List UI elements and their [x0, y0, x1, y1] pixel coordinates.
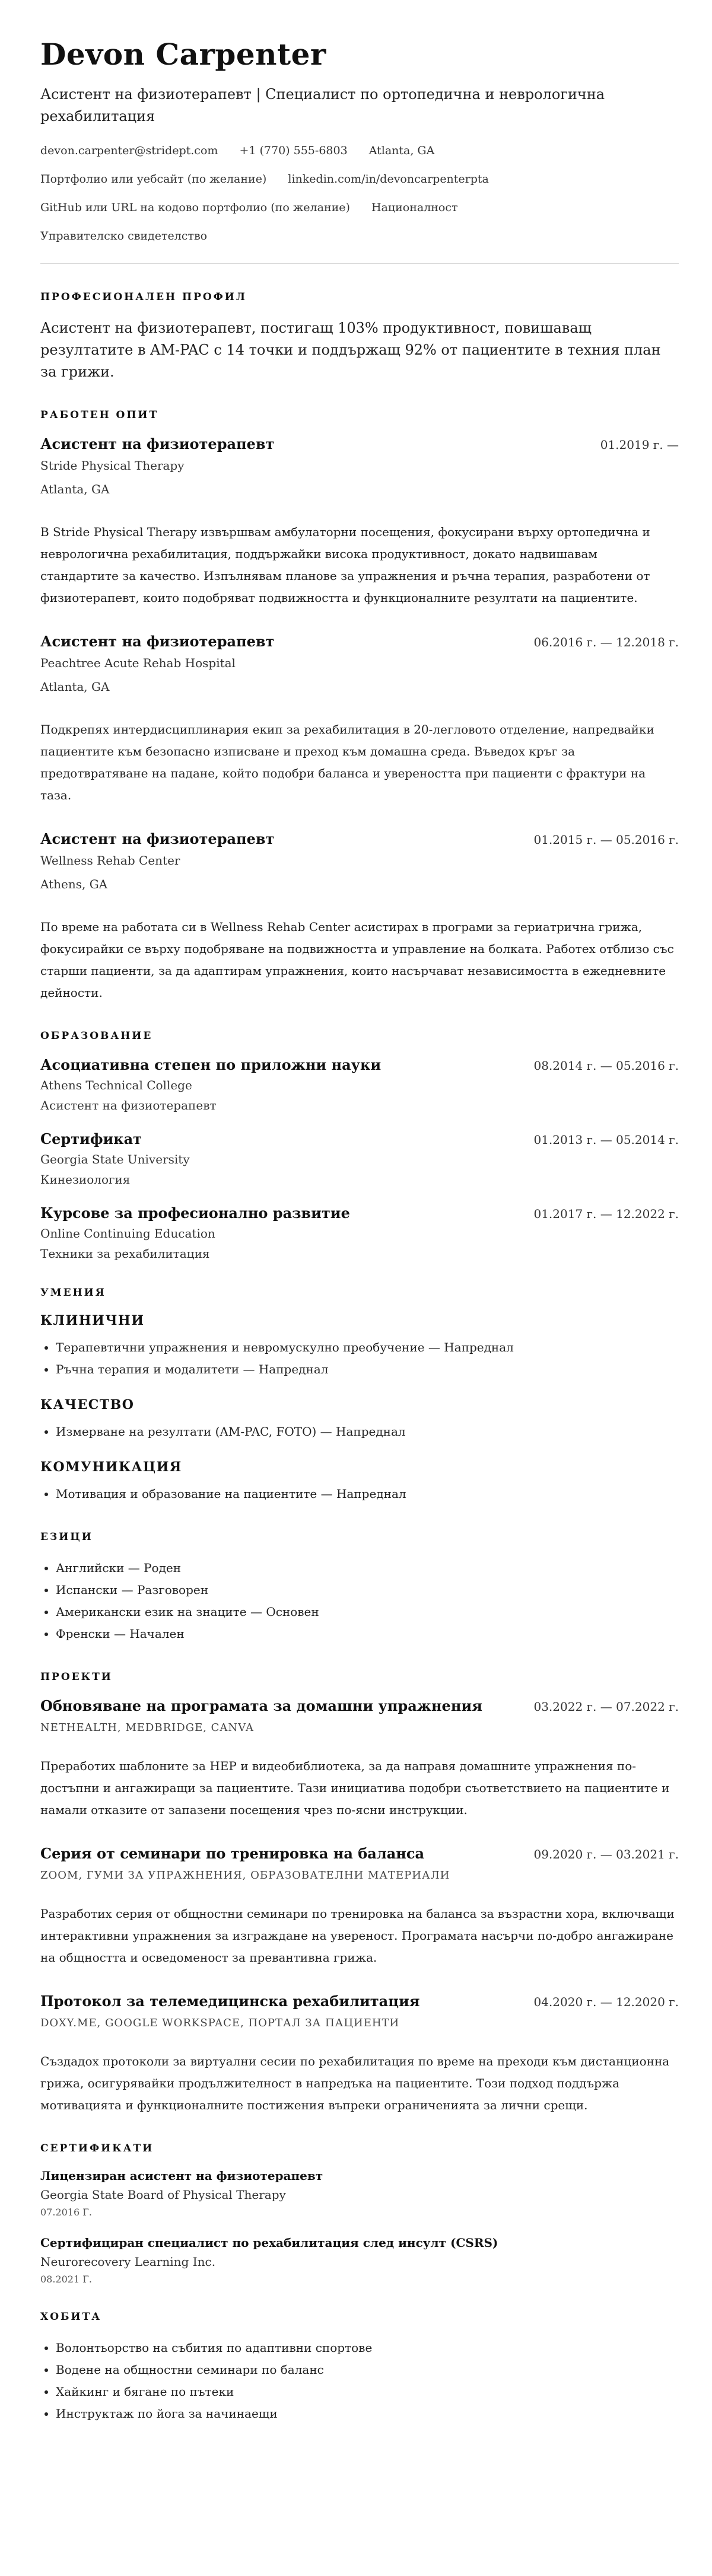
certificate-issuer: Neurorecovery Learning Inc. [40, 2255, 216, 2269]
certificate-entry [40, 2236, 679, 2285]
job-dates: 06.2016 г. — 12.2018 г. [533, 635, 679, 650]
school-name: Online Continuing Education [40, 1226, 215, 1241]
skills-section [40, 1287, 679, 1505]
project-entry [40, 1992, 679, 2116]
linkedin-link[interactable]: linkedin.com/in/devoncarpenterpta [288, 173, 489, 186]
section-title: СЕРТИФИКАТИ [40, 2143, 154, 2155]
education-dates: 01.2017 г. — 12.2022 г. [533, 1207, 679, 1222]
skill-list [40, 1337, 679, 1381]
header-divider [40, 263, 679, 264]
job-title: Асистент на физиотерапевт [40, 633, 275, 651]
skill-item: • Ръчна терапия и модалитети — Напреднал [56, 1359, 679, 1381]
job-location: Atlanta, GA [40, 482, 110, 497]
experience-section [40, 409, 679, 1004]
section-title: РАБОТЕН ОПИТ [40, 409, 159, 422]
candidate-name: Devon Carpenter [40, 37, 326, 72]
certificate-entry [40, 2169, 679, 2218]
github-link[interactable]: GitHub или URL на кодово портфолио (по желание) [40, 200, 350, 214]
contact-row-2 [40, 173, 679, 186]
resume-header [40, 38, 679, 243]
section-title: ЕЗИЦИ [40, 1531, 93, 1544]
languages-section [40, 1531, 679, 1645]
skill-group-title: КОМУНИКАЦИЯ [40, 1459, 182, 1475]
education-entry [40, 1130, 679, 1187]
skill-item: • Измерване на резултати (AM-PAC, FOTO) — Напреднал [56, 1421, 679, 1443]
job-title: Асистент на физиотерапевт [40, 830, 275, 848]
degree-title: Курсове за професионално развитие [40, 1204, 350, 1222]
profile-summary: Асистент на физиотерапевт, постигащ 103% продуктивност, повишаващ резултатите в AM-PAC с 14 точки и поддържащ 92% от пациентите в техния план за грижи. [40, 319, 661, 380]
field-of-study: Техники за рехабилитация [40, 1246, 210, 1261]
skill-group-title: КЛИНИЧНИ [40, 1313, 145, 1329]
candidate-headline: Асистент на физиотерапевт | Специалист по ортопедична и неврологична рехабилитация [40, 86, 605, 125]
project-description: Създадох протоколи за виртуални сесии по рехабилитация по време на преходи към дистанционна грижа, осигурявайки продължителност в напредъка на пациентите. Този подход поддържа мотивацията и функционалните постижения въпреки ограниченията за лични срещи. [40, 2054, 670, 2113]
degree-title: Сертификат [40, 1130, 142, 1148]
certificate-issuer: Georgia State Board of Physical Therapy [40, 2188, 286, 2202]
section-title: ПРОФЕСИОНАЛЕН ПРОФИЛ [40, 291, 247, 303]
section-title: УМЕНИЯ [40, 1287, 106, 1299]
skill-item: • Терапевтични упражнения и невромускулно преобучение — Напреднал [56, 1337, 679, 1359]
project-description: Разработих серия от общностни семинари по тренировка на баланса за възрастни хора, включващи интерактивни упражнения за изграждане на увереност. Програмата насърчи по-добро ангажиране на общността и осведоменост за превантивна грижа. [40, 1907, 675, 1965]
education-entry [40, 1204, 679, 1261]
skill-group-clinical [40, 1313, 679, 1381]
portfolio-link[interactable]: Портфолио или уебсайт (по желание) [40, 173, 267, 186]
project-tools: ZOOM, ГУМИ ЗА УПРАЖНЕНИЯ, ОБРАЗОВАТЕЛНИ МАТЕРИАЛИ [40, 1869, 450, 1882]
project-dates: 09.2020 г. — 03.2021 г. [533, 1847, 679, 1862]
projects-section [40, 1671, 679, 2116]
education-section [40, 1030, 679, 1261]
project-title: Серия от семинари по тренировка на баланса [40, 1845, 425, 1863]
degree-title: Асоциативна степен по приложни науки [40, 1056, 382, 1074]
certificate-date: 08.2021 Г. [40, 2274, 92, 2285]
section-title: ПРОЕКТИ [40, 1671, 113, 1684]
job-location: Atlanta, GA [40, 680, 110, 694]
skill-group-communication [40, 1459, 679, 1505]
education-dates: 08.2014 г. — 05.2016 г. [533, 1059, 679, 1073]
skill-list [40, 1421, 679, 1443]
job-description: Подкрепях интердисциплинария екип за рехабилитация в 20-легловото отделение, напредвайки пациентите към безопасно изписване и преход към домашна среда. Въведох кръг за предотвратяване на падане, който подобри баланса и увереността при пациенти с фрактури на таза. [40, 722, 654, 803]
company-name: Stride Physical Therapy [40, 458, 185, 473]
project-entry [40, 1845, 679, 1969]
hobby-item: • Волонтьорство на събития по адаптивни спортове [56, 2337, 679, 2359]
project-tools: NETHEALTH, MEDBRIDGE, CANVA [40, 1721, 254, 1735]
skill-item: • Мотивация и образование на пациентите — Напреднал [56, 1483, 679, 1505]
experience-entry [40, 435, 679, 609]
project-description: Преработих шаблоните за HEP и видеобиблиотека, за да направя домашните упражнения по-достъпни и ангажиращи за пациентите. Тази инициатива подобри съответствието на пациентите и намали отказите от запазени посещения чрез по-ясни инструкции. [40, 1759, 670, 1818]
certificate-name: Сертифициран специалист по рехабилитация след инсулт (CSRS) [40, 2236, 498, 2250]
hobby-list [40, 2337, 679, 2425]
nationality: Националност [371, 200, 458, 214]
job-dates: 01.2019 г. — [600, 438, 679, 452]
contact-row-4 [40, 229, 679, 243]
company-name: Peachtree Acute Rehab Hospital [40, 656, 236, 671]
skill-group-quality [40, 1397, 679, 1443]
language-item: • Испански — Разговорен [56, 1579, 679, 1601]
field-of-study: Асистент на физиотерапевт [40, 1098, 217, 1113]
experience-entry [40, 830, 679, 1004]
driving-license: Управителско свидетелство [40, 229, 208, 243]
project-title: Протокол за телемедицинска рехабилитация [40, 1992, 420, 2010]
certificate-date: 07.2016 Г. [40, 2207, 92, 2218]
field-of-study: Кинезиология [40, 1172, 131, 1187]
job-dates: 01.2015 г. — 05.2016 г. [533, 833, 679, 847]
certificates-section [40, 2143, 679, 2285]
school-name: Georgia State University [40, 1152, 190, 1167]
hobby-item: • Водене на общностни семинари по баланс [56, 2359, 679, 2381]
email-link[interactable]: devon.carpenter@stridept.com [40, 144, 218, 158]
location: Atlanta, GA [368, 144, 435, 158]
certificate-name: Лицензиран асистент на физиотерапевт [40, 2169, 323, 2183]
project-title: Обновяване на програмата за домашни упражнения [40, 1697, 482, 1715]
project-dates: 04.2020 г. — 12.2020 г. [533, 1995, 679, 2010]
skill-group-title: КАЧЕСТВО [40, 1397, 135, 1413]
profile-section [40, 291, 679, 384]
school-name: Athens Technical College [40, 1078, 192, 1093]
job-title: Асистент на физиотерапевт [40, 435, 275, 453]
language-item: • Английски — Роден [56, 1557, 679, 1579]
phone-number: +1 (770) 555-6803 [239, 144, 348, 158]
education-dates: 01.2013 г. — 05.2014 г. [533, 1133, 679, 1147]
job-description: В Stride Physical Therapy извършвам амбулаторни посещения, фокусирани върху ортопедична и неврологична рехабилитация, поддържайки висока продуктивност, докато надвишавам стандартите за качество. Изпълнявам планове за упражнения и ръчна терапия, разработени от физиотерапевт, които подобряват подвижността и функционалните резултати на пациентите. [40, 525, 650, 605]
contact-row-1 [40, 144, 679, 158]
job-location: Athens, GA [40, 877, 108, 892]
language-list [40, 1557, 679, 1645]
hobby-item: • Инструктаж по йога за начинаещи [56, 2403, 679, 2425]
project-tools: DOXY.ME, GOOGLE WORKSPACE, ПОРТАЛ ЗА ПАЦИЕНТИ [40, 2017, 400, 2030]
company-name: Wellness Rehab Center [40, 853, 180, 868]
education-entry [40, 1056, 679, 1112]
hobby-item: • Хайкинг и бягане по пътеки [56, 2381, 679, 2403]
skill-list [40, 1483, 679, 1505]
experience-entry [40, 633, 679, 806]
job-description: По време на работата си в Wellness Rehab Center асистирах в програми за гериатрична грижа, фокусирайки се върху подобряване на подвижността и управление на болката. Работех отблизо със старши пациенти, за да адаптирам упражнения, които насърчават независимостта в ежедневните дейности. [40, 920, 674, 1000]
contact-row-3 [40, 201, 679, 215]
hobbies-section [40, 2311, 679, 2425]
language-item: • Френски — Начален [56, 1623, 679, 1645]
section-title: ХОБИТА [40, 2311, 102, 2323]
section-title: ОБРАЗОВАНИЕ [40, 1030, 153, 1042]
project-dates: 03.2022 г. — 07.2022 г. [533, 1700, 679, 1714]
language-item: • Американски език на знаците — Основен [56, 1601, 679, 1623]
project-entry [40, 1697, 679, 1821]
